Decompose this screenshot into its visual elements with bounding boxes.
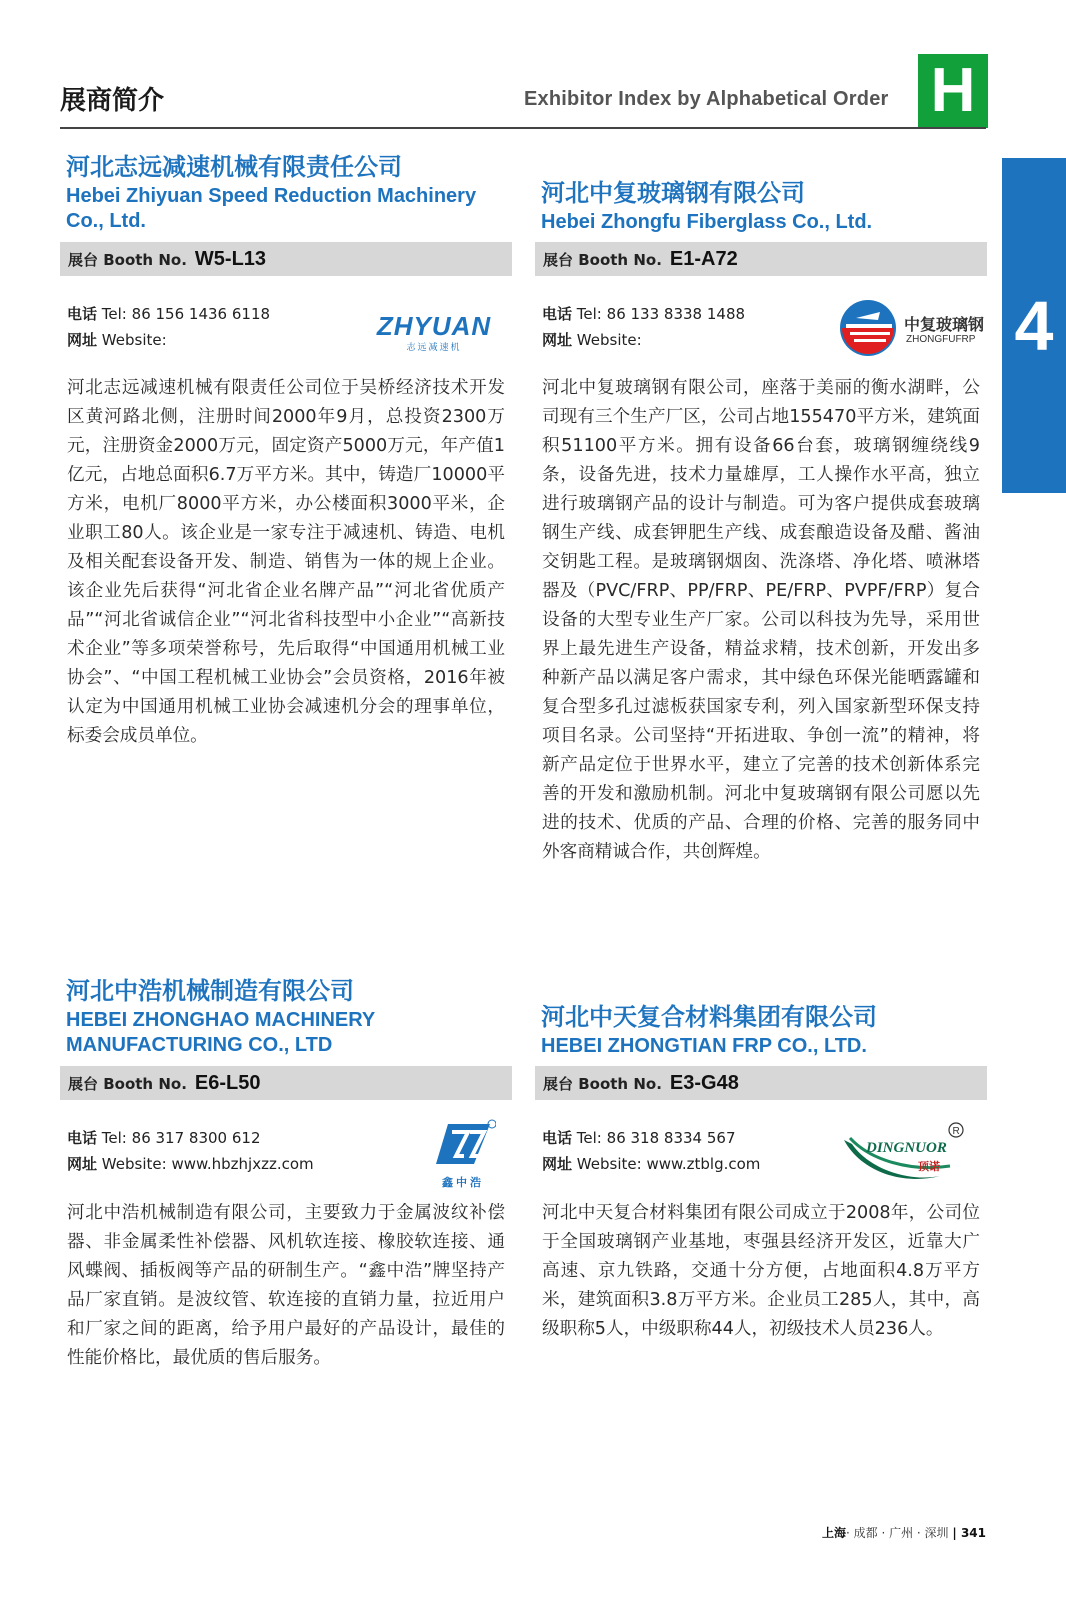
tel-label-cn: 电话 — [67, 1129, 98, 1147]
footer-cities: · 成都 · 广州 · 深圳 — [846, 1526, 949, 1540]
web-label-cn: 网址 — [67, 1155, 98, 1173]
side-chapter-number: 4 — [1014, 287, 1054, 365]
tel-value: 86 317 8300 612 — [131, 1129, 261, 1147]
company-name-en-line1: Hebei Zhongfu Fiberglass Co., Ltd. — [541, 211, 873, 233]
company-name-en-line1: HEBEI ZHONGTIAN FRP CO., LTD. — [541, 1035, 867, 1057]
company-name-en-line1: Hebei Zhiyuan Speed Reduction Machinery — [66, 185, 477, 207]
tel-label-en: Tel: — [576, 1129, 602, 1147]
logo-caption: 顶诺 — [918, 1160, 940, 1173]
zhiyuan-logo — [360, 312, 508, 353]
tel-label-cn: 电话 — [67, 305, 98, 323]
exhibitor-card-zhongfu — [535, 178, 987, 235]
booth-bar — [60, 1066, 512, 1100]
web-label-cn: 网址 — [542, 331, 573, 349]
web-value[interactable]: www.hbzhjxzz.com — [171, 1155, 314, 1173]
contact-info — [67, 301, 357, 353]
alphabet-letter-badge: H — [918, 54, 988, 128]
zhongfu-logo — [838, 298, 984, 358]
company-name-en-line2: MANUFACTURING CO., LTD — [66, 1034, 333, 1056]
logo-caption: 鑫中浩 — [442, 1176, 484, 1189]
web-label-cn: 网址 — [542, 1155, 573, 1173]
tel-value: 86 133 8338 1488 — [606, 305, 746, 323]
booth-label: 展台 Booth No. — [68, 1074, 187, 1093]
booth-bar — [60, 242, 512, 276]
booth-label: 展台 Booth No. — [543, 1074, 662, 1093]
company-name-cn: 河北志远减速机械有限责任公司 — [66, 153, 402, 181]
tel-value: 86 318 8334 567 — [606, 1129, 736, 1147]
zhongfu-emblem-icon — [838, 298, 898, 358]
contact-info — [67, 1125, 397, 1177]
logo-caption: ZHONGFUFRP — [906, 334, 976, 345]
tel-label-en: Tel: — [576, 305, 602, 323]
page-footer: 上海· 成都 · 广州 · 深圳 | 341 — [822, 1526, 986, 1540]
tel-label-en: Tel: — [101, 1129, 127, 1147]
company-name-cn: 河北中浩机械制造有限公司 — [66, 977, 354, 1005]
company-description: 河北中复玻璃钢有限公司，座落于美丽的衡水湖畔，公司现有三个生产厂区，公司占地155470平方米，建筑面积51100平方米。拥有设备66台套，玻璃钢缠绕线9条，设备先进，技术力量雄厚，工人操作水平高，独立进行玻璃钢产品的设计与制造。可为客户提供成套玻璃钢生产线、成套钾肥生产线、成套酿造设备及醋、酱油交钥匙工程。是玻璃钢烟囱、洗涤塔、净化塔、喷淋塔器及（PVC/FRP、PP/FRP、PE/FRP、PVPF/FRP）复合设备的大型专业生产厂家。公司以科技为先导，采用世界上最先进生产设备，精益求精，技术创新，开发出多种新产品以满足客户需求，其中绿色环保光能晒露罐和复合型多孔过滤板获国家专利，列入国家新型环保支持项目名录。公司坚持“开拓进取、争创一流”的精神，将新产品定位于世界水平，建立了完善的技术创新体系完善的开发和激励机制。河北中复玻璃钢有限公司愿以先进的技术、优质的产品、合理的价格、完善的服务同中外客商精诚合作，共创辉煌。 — [542, 378, 980, 862]
contact-info — [542, 1125, 842, 1177]
logo-wordmark: ZHYUAN — [376, 311, 492, 341]
company-description: 河北中浩机械制造有限公司，主要致力于金属波纹补偿器、非金属柔性补偿器、风机软连接、橡胶软连接、通风蝶阀、插板阀等产品的研制生产。“鑫中浩”牌坚持产品厂家直销。是波纹管、软连接的直销力量，拉近用户和厂家之间的距离，给予用户最好的产品设计，最佳的性能价格比，最优质的售后服务。 — [67, 1203, 505, 1368]
section-title: 展商简介 — [60, 86, 165, 116]
exhibitor-card-zhongtian — [535, 1002, 987, 1059]
booth-number: E6-L50 — [194, 1071, 261, 1094]
tel-label-en: Tel: — [101, 305, 127, 323]
side-chapter-tab — [1002, 158, 1066, 493]
exhibitor-card-zhiyuan — [60, 152, 512, 234]
booth-number: E1-A72 — [669, 247, 738, 270]
footer-city-main: 上海 — [822, 1526, 847, 1540]
page-number: 341 — [960, 1526, 986, 1540]
tel-label-cn: 电话 — [542, 305, 573, 323]
svg-text:R: R — [952, 1126, 960, 1137]
company-name-en-line1: HEBEI ZHONGHAO MACHINERY — [66, 1009, 376, 1031]
booth-bar — [535, 242, 987, 276]
logo-wordmark: DINGNUOR — [866, 1140, 947, 1156]
tel-label-cn: 电话 — [542, 1129, 573, 1147]
page-subtitle: Exhibitor Index by Alphabetical Order — [524, 88, 889, 110]
zhonghao-logo — [430, 1118, 510, 1192]
logo-wordmark: 中复玻璃钢 — [904, 315, 985, 334]
web-label-en: Website: — [101, 331, 167, 349]
booth-bar — [535, 1066, 987, 1100]
contact-info — [542, 301, 832, 353]
company-description: 河北中天复合材料集团有限公司成立于2008年，公司位于全国玻璃钢产业基地，枣强县经济开发区，近靠大广高速、京九铁路，交通十分方便，占地面积4.8万平方米，建筑面积3.8万平方米。企业员工285人，其中，高级职称5人，中级职称44人，初级技术人员236人。 — [542, 1203, 980, 1339]
booth-number: W5-L13 — [194, 247, 267, 270]
booth-number: E3-G48 — [669, 1071, 739, 1094]
company-name-cn: 河北中天复合材料集团有限公司 — [541, 1003, 877, 1031]
web-value[interactable]: www.ztblg.com — [646, 1155, 761, 1173]
web-label-en: Website: — [101, 1155, 167, 1173]
booth-label: 展台 Booth No. — [543, 250, 662, 269]
logo-caption: 志远减速机 — [406, 343, 462, 353]
zhonghao-emblem-icon — [434, 1118, 496, 1170]
booth-label: 展台 Booth No. — [68, 250, 187, 269]
web-label-en: Website: — [576, 1155, 642, 1173]
dingnuor-logo — [840, 1120, 980, 1190]
exhibitor-card-zhonghao — [60, 976, 512, 1058]
web-label-en: Website: — [576, 331, 642, 349]
tel-value: 86 156 1436 6118 — [131, 305, 271, 323]
company-name-en-line2: Co., Ltd. — [66, 210, 146, 232]
company-name-cn: 河北中复玻璃钢有限公司 — [541, 179, 805, 207]
header-divider — [60, 127, 986, 129]
company-description: 河北志远减速机械有限责任公司位于吴桥经济技术开发区黄河路北侧，注册时间2000年9月，总投资2300万元，注册资金2000万元，固定资产5000万元，年产值1亿元，占地总面积6.7万平方米。其中，铸造厂10000平方米，电机厂8000平方米，办公楼面积3000平米，企业职工80人。该企业是一家专注于减速机、铸造、电机及相关配套设备开发、制造、销售为一体的规上企业。该企业先后获得“河北省企业名牌产品”“河北省优质产品”“河北省诚信企业”“河北省科技型中小企业”“高新技术企业”等多项荣誉称号，先后取得“中国通用机械工业协会”、“中国工程机械工业协会”会员资格，2016年被认定为中国通用机械工业协会减速机分会的理事单位，标委会成员单位。 — [67, 378, 505, 746]
web-label-cn: 网址 — [67, 331, 98, 349]
